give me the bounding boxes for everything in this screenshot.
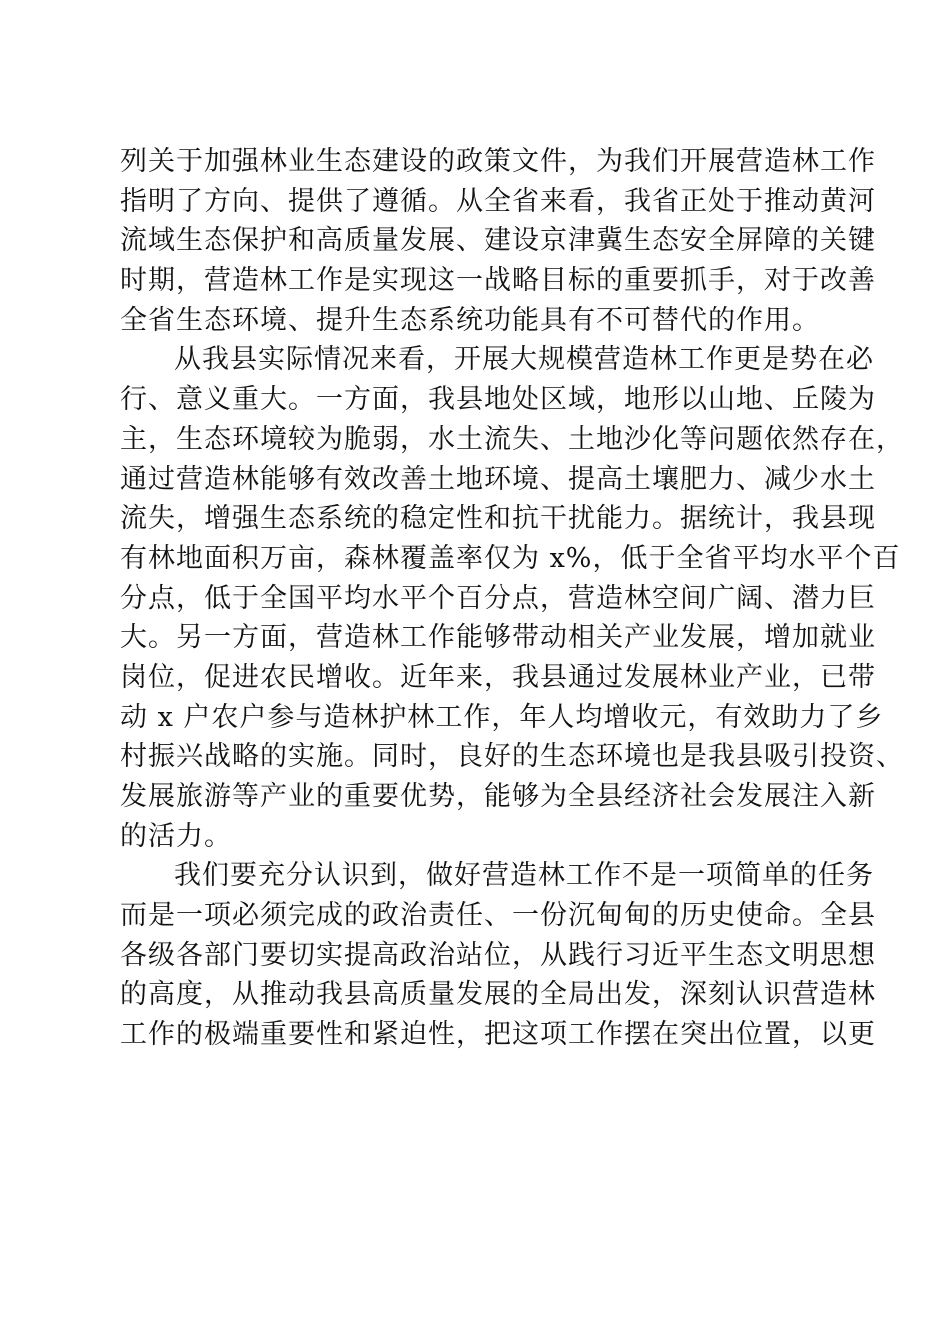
paragraph-2 bbox=[120, 340, 904, 856]
text-line: 主，生态环境较为脆弱，水土流失、土地沙化等问题依然存在， bbox=[120, 423, 904, 455]
text-line: 流失，增强生态系统的稳定性和抗干扰能力。据统计，我县现 bbox=[120, 503, 876, 535]
paragraph-3 bbox=[120, 856, 876, 1054]
text-line: 各级各部门要切实提高政治站位，从践行习近平生态文明思想 bbox=[120, 939, 876, 971]
text-line: 行、意义重大。一方面，我县地处区域，地形以山地、丘陵为 bbox=[120, 384, 876, 416]
text-line: 流域生态保护和高质量发展、建设京津冀生态安全屏障的关键 bbox=[120, 225, 876, 257]
text-line: 的活力。 bbox=[120, 820, 232, 852]
text-line: 大。另一方面，营造林工作能够带动相关产业发展，增加就业 bbox=[120, 622, 876, 654]
document-body bbox=[120, 142, 904, 1055]
text-line: 发展旅游等产业的重要优势，能够为全县经济社会发展注入新 bbox=[120, 781, 876, 812]
text-line: 有林地面积万亩，森林覆盖率仅为 x%，低于全省平均水平个百 bbox=[120, 542, 901, 574]
text-line: 分点，低于全国平均水平个百分点，营造林空间广阔、潜力巨 bbox=[120, 582, 876, 614]
text-line: 指明了方向、提供了遵循。从全省来看，我省正处于推动黄河 bbox=[120, 185, 876, 217]
text-line: 从我县实际情况来看，开展大规模营造林工作更是势在必 bbox=[174, 344, 874, 376]
text-line: 而是一项必须完成的政治责任、一份沉甸甸的历史使命。全县 bbox=[120, 900, 876, 932]
text-line: 全省生态环境、提升生态系统功能具有不可替代的作用。 bbox=[120, 304, 820, 336]
text-line: 通过营造林能够有效改善土地环境、提高土壤肥力、减少水土 bbox=[120, 463, 876, 495]
text-line: 工作的极端重要性和紧迫性，把这项工作摆在突出位置，以更 bbox=[120, 1019, 876, 1051]
text-line: 的高度，从推动我县高质量发展的全局出发，深刻认识营造林 bbox=[120, 979, 876, 1011]
text-line: 列关于加强林业生态建设的政策文件，为我们开展营造林工作 bbox=[120, 146, 876, 177]
text-line: 我们要充分认识到，做好营造林工作不是一项简单的任务 bbox=[174, 860, 874, 892]
text-line: 村振兴战略的实施。同时，良好的生态环境也是我县吸引投资、 bbox=[120, 741, 904, 773]
text-line: 时期，营造林工作是实现这一战略目标的重要抓手，对于改善 bbox=[120, 265, 876, 297]
text-line: 动 x 户农户参与造林护林工作，年人均增收元，有效助力了乡 bbox=[120, 701, 884, 733]
text-line: 岗位，促进农民增收。近年来，我县通过发展林业产业，已带 bbox=[120, 661, 876, 693]
paragraph-1 bbox=[120, 142, 876, 340]
